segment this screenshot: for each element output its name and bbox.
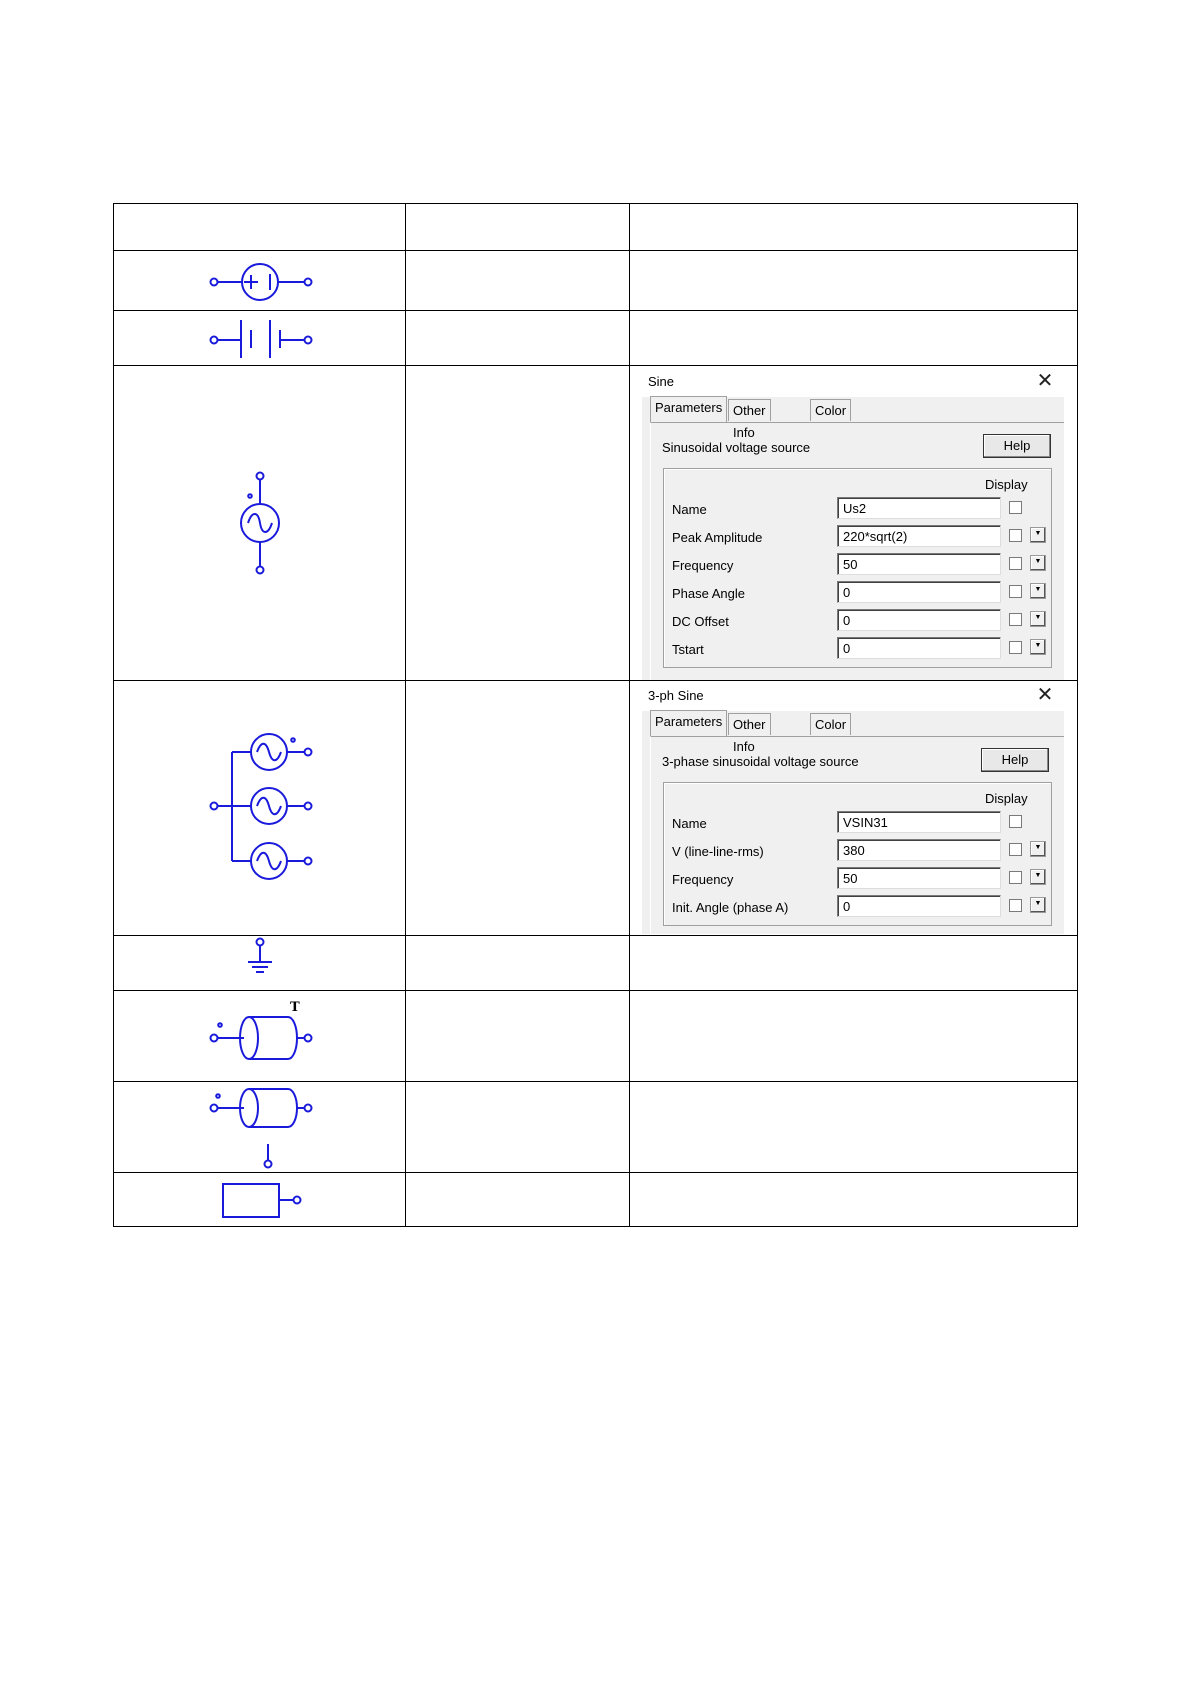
row-divider — [113, 365, 1078, 366]
three-phase-source-symbol — [208, 728, 314, 878]
display-column-label: Display — [985, 477, 1028, 492]
chevron-down-icon[interactable]: ▼ — [1030, 611, 1046, 627]
parameter-group — [663, 782, 1052, 926]
row-divider — [113, 990, 1078, 991]
tab-other-info[interactable]: Other Info — [728, 399, 771, 421]
chevron-down-icon[interactable]: ▼ — [1030, 841, 1046, 857]
dialog-title: Sine — [648, 374, 675, 389]
table-border-right — [1077, 203, 1078, 1227]
tab-parameters[interactable]: Parameters — [650, 710, 727, 736]
display-checkbox[interactable] — [1009, 843, 1022, 856]
row-divider — [113, 1172, 1078, 1173]
table-column-divider — [405, 203, 406, 1227]
display-checkbox[interactable] — [1009, 557, 1022, 570]
param-label: Frequency — [672, 558, 734, 573]
row-divider — [113, 250, 1078, 251]
row-divider — [113, 310, 1078, 311]
param-label: Name — [672, 816, 707, 831]
display-checkbox[interactable] — [1009, 899, 1022, 912]
block-output-symbol — [222, 1183, 302, 1219]
line-voltage-input[interactable] — [837, 839, 1001, 861]
tab-color[interactable]: Color — [810, 713, 851, 735]
chevron-down-icon[interactable]: ▼ — [1030, 639, 1046, 655]
tab-other-info[interactable]: Other Info — [728, 713, 771, 735]
battery-symbol — [208, 318, 314, 360]
param-label: V (line-line-rms) — [672, 844, 764, 859]
probe-label: T — [290, 1000, 300, 1015]
param-label: Tstart — [672, 642, 704, 657]
three-phase-parameter-dialog — [642, 681, 1064, 934]
frequency-input[interactable] — [837, 867, 1001, 889]
param-label: Phase Angle — [672, 586, 746, 601]
chevron-down-icon[interactable]: ▼ — [1030, 869, 1046, 885]
phase-angle-input[interactable] — [837, 581, 1001, 603]
chevron-down-icon[interactable]: ▼ — [1030, 897, 1046, 913]
name-input[interactable] — [837, 497, 1001, 519]
dialog-description: Sinusoidal voltage source — [662, 440, 811, 455]
parameter-group — [663, 468, 1052, 668]
chevron-down-icon[interactable]: ▼ — [1030, 583, 1046, 599]
chevron-down-icon[interactable]: ▼ — [1030, 527, 1046, 543]
close-icon[interactable]: ✕ — [1036, 370, 1054, 392]
name-input[interactable] — [837, 811, 1001, 833]
ground-symbol — [245, 938, 275, 978]
tab-parameters[interactable]: Parameters — [650, 396, 727, 422]
display-checkbox[interactable] — [1009, 529, 1022, 542]
param-label: Frequency — [672, 872, 734, 887]
table-border-top — [113, 203, 1078, 204]
voltage-probe-reference-symbol — [208, 1088, 314, 1170]
param-label: Peak Amplitude — [672, 530, 763, 545]
dialog-titlebar — [642, 681, 1064, 711]
tab-color[interactable]: Color — [810, 399, 851, 421]
dialog-title: 3-ph Sine — [648, 688, 704, 703]
frequency-input[interactable] — [837, 553, 1001, 575]
display-checkbox[interactable] — [1009, 613, 1022, 626]
dialog-titlebar — [642, 367, 1064, 397]
table-border-left — [113, 203, 114, 1227]
help-button[interactable]: Help — [981, 748, 1049, 772]
init-angle-input[interactable] — [837, 895, 1001, 917]
param-label: Init. Angle (phase A) — [672, 900, 789, 915]
dc-offset-input[interactable] — [837, 609, 1001, 631]
table-border-bottom — [113, 1226, 1078, 1227]
tstart-input[interactable] — [837, 637, 1001, 659]
display-column-label: Display — [985, 791, 1028, 806]
display-checkbox[interactable] — [1009, 815, 1022, 828]
param-label: DC Offset — [672, 614, 729, 629]
chevron-down-icon[interactable]: ▼ — [1030, 555, 1046, 571]
row-divider — [113, 1081, 1078, 1082]
close-icon[interactable]: ✕ — [1036, 684, 1054, 706]
display-checkbox[interactable] — [1009, 641, 1022, 654]
row-divider — [113, 935, 1078, 936]
display-checkbox[interactable] — [1009, 501, 1022, 514]
sine-source-symbol — [235, 470, 285, 576]
peak-amplitude-input[interactable] — [837, 525, 1001, 547]
display-checkbox[interactable] — [1009, 871, 1022, 884]
dialog-description: 3-phase sinusoidal voltage source — [662, 754, 859, 769]
sine-parameter-dialog — [642, 367, 1064, 680]
help-button[interactable]: Help — [983, 434, 1051, 458]
param-label: Name — [672, 502, 707, 517]
table-column-divider — [629, 203, 630, 1227]
dc-voltage-source-symbol — [208, 262, 314, 302]
display-checkbox[interactable] — [1009, 585, 1022, 598]
